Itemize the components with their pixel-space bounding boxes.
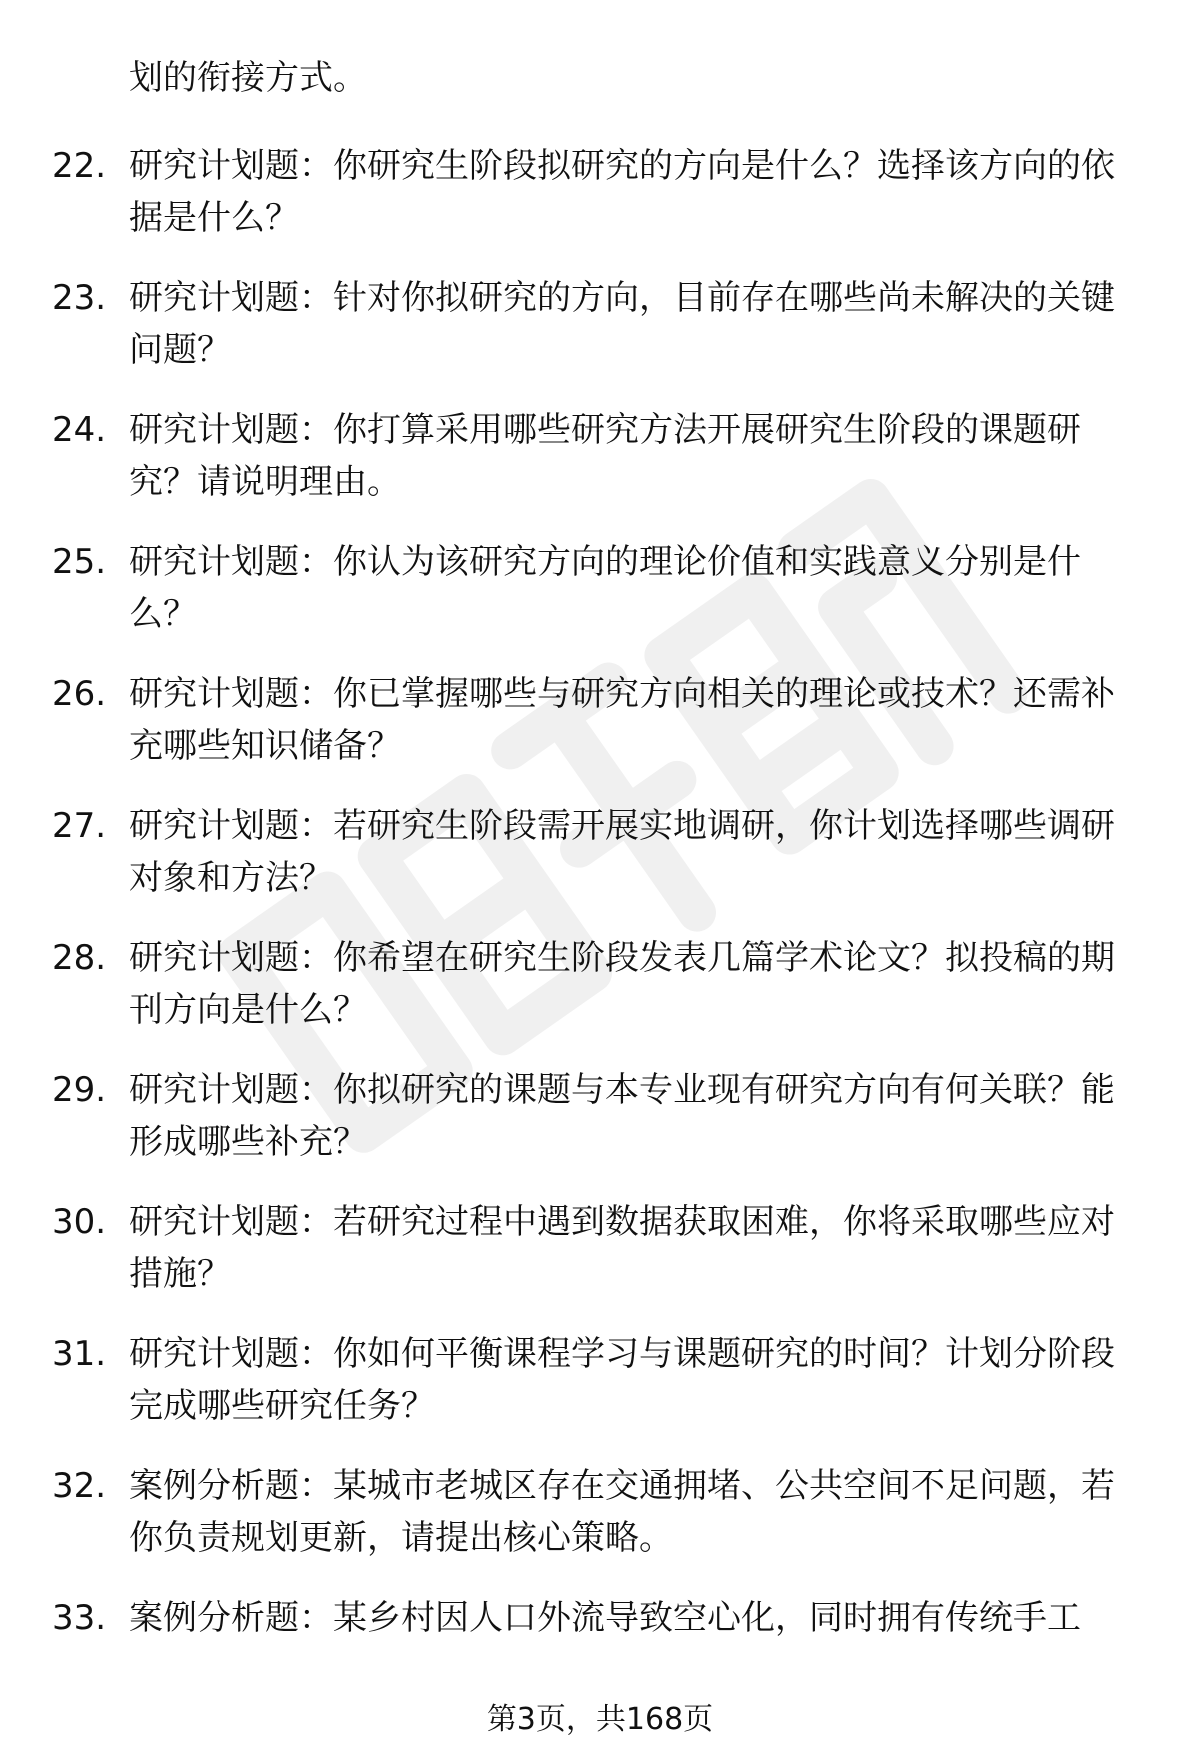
question-text: 研究计划题：你希望在研究生阶段发表几篇学术论文？拟投稿的期刊方向是什么？ — [129, 938, 1115, 1030]
question-text: 研究计划题：若研究生阶段需开展实地调研，你计划选择哪些调研对象和方法？ — [129, 806, 1115, 898]
list-item — [0, 932, 1200, 1064]
list-item — [0, 1196, 1200, 1328]
list-item — [0, 668, 1200, 800]
continuation-text: 划的衔接方式。 — [129, 58, 367, 98]
page-footer: 第3页，共168页 — [486, 1702, 714, 1737]
question-number: 23. — [52, 278, 107, 318]
list-item — [0, 1064, 1200, 1196]
question-number: 29. — [52, 1070, 107, 1110]
question-number: 26. — [52, 674, 107, 714]
list-item — [0, 536, 1200, 668]
question-number: 28. — [52, 938, 107, 978]
question-text: 研究计划题：若研究过程中遇到数据获取困难，你将采取哪些应对措施？ — [129, 1202, 1115, 1294]
question-number: 30. — [52, 1202, 107, 1242]
list-item — [0, 1460, 1200, 1592]
list-item — [0, 1328, 1200, 1460]
list-item — [0, 272, 1200, 404]
question-text: 研究计划题：针对你拟研究的方向，目前存在哪些尚未解决的关键问题？ — [129, 278, 1115, 370]
question-text: 研究计划题：你打算采用哪些研究方法开展研究生阶段的课题研究？请说明理由。 — [129, 410, 1081, 502]
list-item — [0, 800, 1200, 932]
question-list — [0, 140, 1200, 1724]
list-item — [0, 140, 1200, 272]
question-text: 研究计划题：你已掌握哪些与研究方向相关的理论或技术？还需补充哪些知识储备？ — [129, 674, 1115, 766]
question-number: 22. — [52, 146, 107, 186]
question-text: 研究计划题：你研究生阶段拟研究的方向是什么？选择该方向的依据是什么？ — [129, 146, 1115, 238]
question-text: 研究计划题：你认为该研究方向的理论价值和实践意义分别是什么？ — [129, 542, 1081, 634]
question-number: 27. — [52, 806, 107, 846]
question-number: 33. — [52, 1598, 107, 1638]
question-number: 31. — [52, 1334, 107, 1374]
question-text: 案例分析题：某乡村因人口外流导致空心化，同时拥有传统手工 — [129, 1598, 1081, 1638]
list-item — [0, 404, 1200, 536]
question-number: 24. — [52, 410, 107, 450]
question-number: 25. — [52, 542, 107, 582]
question-text: 研究计划题：你如何平衡课程学习与课题研究的时间？计划分阶段完成哪些研究任务？ — [129, 1334, 1115, 1426]
question-text: 研究计划题：你拟研究的课题与本专业现有研究方向有何关联？能形成哪些补充？ — [129, 1070, 1115, 1162]
question-text: 案例分析题：某城市老城区存在交通拥堵、公共空间不足问题，若你负责规划更新，请提出核心策略。 — [129, 1466, 1115, 1558]
question-number: 32. — [52, 1466, 107, 1506]
